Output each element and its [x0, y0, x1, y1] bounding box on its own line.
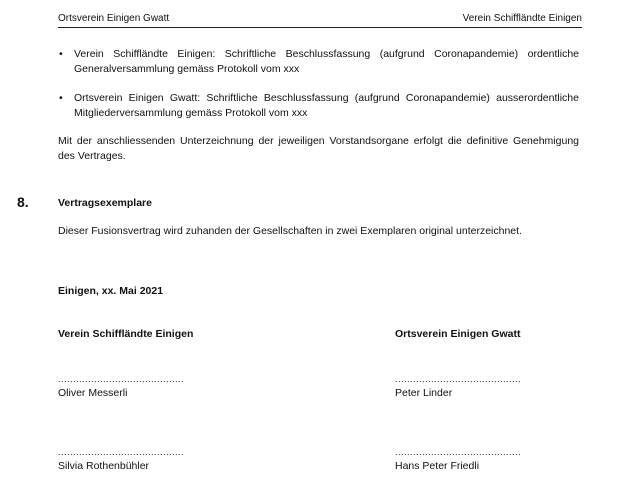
party-left-name: Verein Schiffländte Einigen	[58, 328, 194, 340]
bullet-icon: •	[59, 48, 63, 60]
signatory-name: Silvia Rothenbühler	[58, 460, 150, 472]
approval-bullet-list	[58, 47, 579, 135]
signature-line: ..........................................	[395, 447, 522, 457]
section-title: Vertragsexemplare	[58, 197, 152, 209]
signatory-name: Peter Linder	[395, 387, 453, 399]
signatory-name: Oliver Messerli	[58, 387, 128, 399]
signature-line: ..........................................	[58, 447, 185, 457]
section-text: Dieser Fusionsvertrag wird zuhanden der Gesellschaften in zwei Exemplaren original unterzeichnet.	[58, 225, 522, 237]
place-date: Einigen, xx. Mai 2021	[58, 285, 164, 297]
bullet-item	[58, 91, 579, 121]
signatory-name: Hans Peter Friedli	[395, 460, 480, 472]
approval-paragraph: Mit der anschliessenden Unterzeichnung der jeweiligen Vorstandsorgane erfolgt die definitive Genehmigung des Vertrages.	[58, 135, 579, 162]
section-number: 8.	[17, 194, 29, 210]
bullet-text: Ortsverein Einigen Gwatt: Schriftliche Beschlussfassung (aufgrund Coronapandemie) ausserordentliche Mitgliederversammlung gemäss Protokoll vom xxx	[74, 92, 579, 119]
bullet-icon: •	[59, 92, 63, 104]
signature-line: ..........................................	[58, 374, 185, 384]
signature-line: ..........................................	[395, 374, 522, 384]
header-right-text: Verein Schiffländte Einigen	[462, 13, 582, 24]
bullet-text: Verein Schiffländte Einigen: Schriftliche Beschlussfassung (aufgrund Coronapandemie) ordentliche Generalversammlung gemäss Protokoll vom xxx	[74, 48, 579, 75]
header-left-text: Ortsverein Einigen Gwatt	[58, 13, 170, 24]
page-header	[58, 11, 582, 28]
party-right-name: Ortsverein Einigen Gwatt	[395, 328, 521, 340]
bullet-item	[58, 47, 579, 77]
